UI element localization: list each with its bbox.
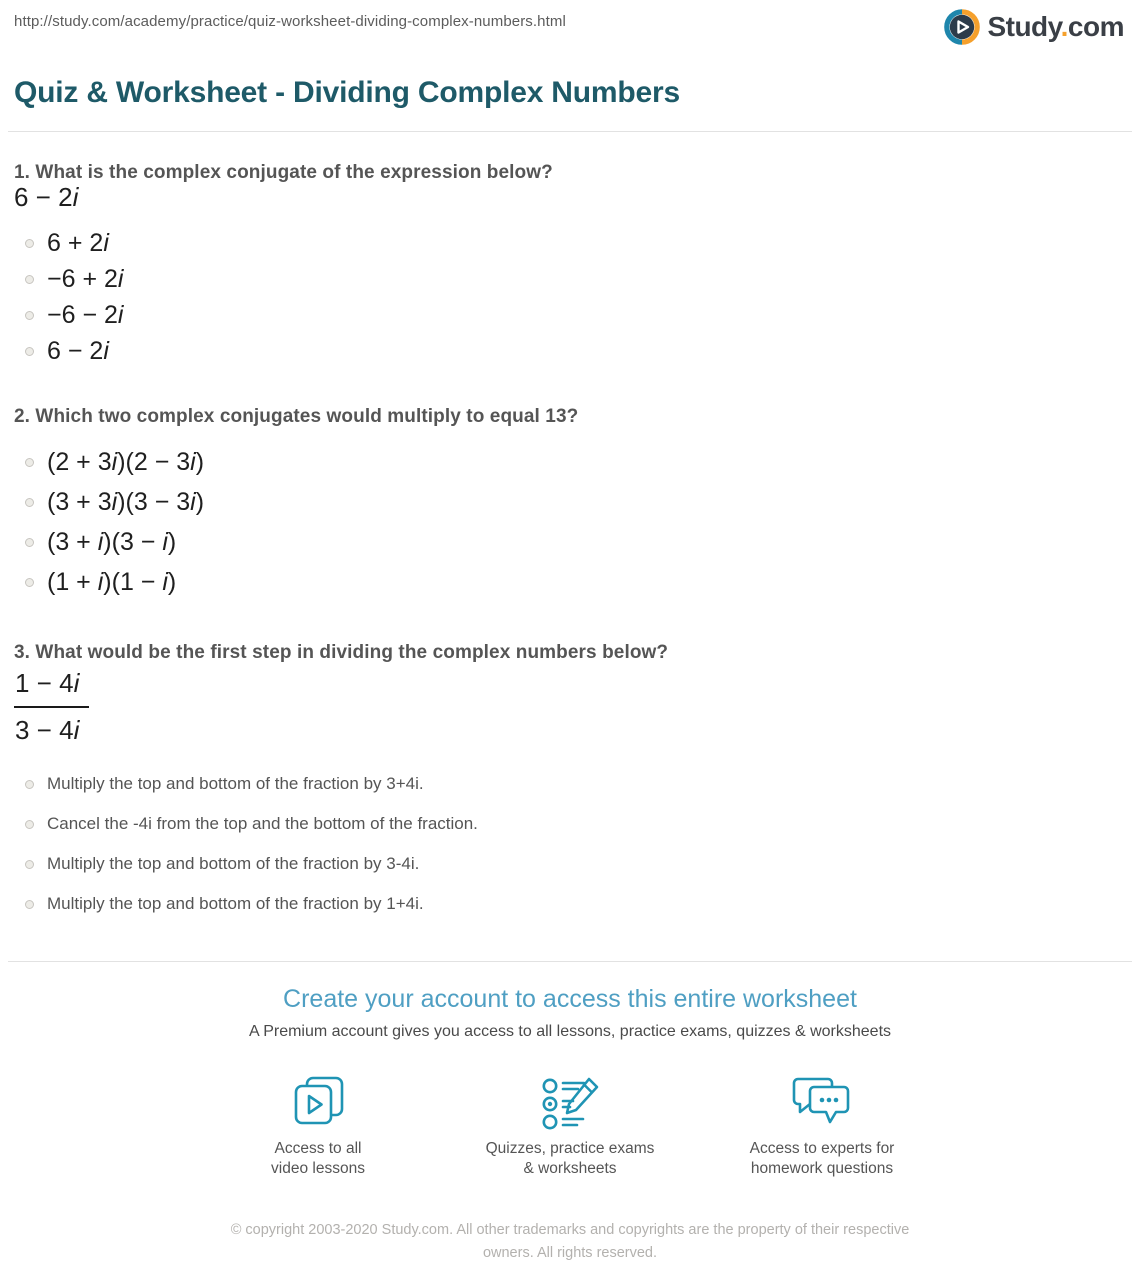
answer-option-label: (3 + 3i)(3 − 3i) [47, 487, 205, 516]
radio-button[interactable] [25, 458, 34, 467]
study-logo[interactable] [944, 9, 1124, 45]
question-3-heading: 3. What would be the first step in dividing the complex numbers below? [14, 642, 669, 664]
answer-option-label: (3 + i)(3 − i) [47, 527, 177, 556]
quiz-worksheet-icon [480, 1075, 660, 1133]
radio-button[interactable] [25, 311, 34, 320]
title-divider [8, 131, 1132, 132]
answer-option-label: 6 + 2i [47, 228, 109, 257]
page-title: Quiz & Worksheet - Dividing Complex Numbers [14, 76, 680, 109]
question-2-options [14, 442, 1126, 602]
answer-option-label: Multiply the top and bottom of the fraction by 3+4i. [47, 774, 424, 794]
signup-subheading: A Premium account gives you access to all lessons, practice exams, quizzes & worksheets [248, 1023, 892, 1041]
feature-video-lessons [228, 1075, 408, 1179]
fraction-numerator: 1 − 4i [14, 668, 89, 708]
answer-option[interactable] [14, 482, 1126, 522]
answer-option[interactable] [14, 844, 1126, 884]
feature-quizzes-worksheets [480, 1075, 660, 1179]
signup-section [0, 985, 1140, 1264]
signup-heading[interactable]: Create your account to access this entire worksheet [283, 985, 857, 1014]
question-3 [14, 642, 1126, 924]
question-3-options [14, 764, 1126, 924]
answer-option[interactable] [14, 764, 1126, 804]
answer-option[interactable] [14, 562, 1126, 602]
radio-button[interactable] [25, 578, 34, 587]
radio-button[interactable] [25, 239, 34, 248]
feature-caption: Quizzes, practice exams & worksheets [485, 1140, 655, 1178]
answer-option[interactable] [14, 225, 1126, 261]
answer-option[interactable] [14, 884, 1126, 924]
answer-option-label: 6 − 2i [47, 336, 109, 365]
answer-option-label: (2 + 3i)(2 − 3i) [47, 447, 205, 476]
radio-button[interactable] [25, 538, 34, 547]
study-logo-text: Study.com [987, 11, 1124, 42]
answer-option[interactable] [14, 297, 1126, 333]
answer-option-label: Multiply the top and bottom of the fraction by 3-4i. [47, 854, 420, 874]
fraction-denominator: 3 − 4i [15, 715, 80, 746]
page-url: http://study.com/academy/practice/quiz-worksheet-dividing-complex-numbers.html [14, 13, 566, 30]
question-1-expression: 6 − 2i [14, 182, 79, 212]
video-lessons-icon [228, 1075, 408, 1133]
answer-option[interactable] [14, 442, 1126, 482]
features-row [0, 1075, 1140, 1179]
radio-button[interactable] [25, 820, 34, 829]
question-2 [14, 406, 1126, 602]
radio-button[interactable] [25, 780, 34, 789]
question-2-heading: 2. Which two complex conjugates would multiply to equal 13? [14, 406, 579, 428]
radio-button[interactable] [25, 498, 34, 507]
feature-expert-help [732, 1075, 912, 1179]
quiz-body [0, 162, 1140, 924]
study-logo-icon [944, 9, 980, 45]
answer-option-label: Cancel the -4i from the top and the bottom of the fraction. [47, 814, 478, 834]
question-1-options [14, 225, 1126, 369]
question-1 [14, 162, 1126, 369]
radio-button[interactable] [25, 347, 34, 356]
footer-divider [8, 961, 1132, 962]
math-fraction [14, 668, 89, 746]
top-bar [0, 0, 1140, 45]
copyright-text: © copyright 2003-2020 Study.com. All other trademarks and copyrights are the property of their respective owners. All rights reserved. [230, 1222, 910, 1261]
radio-button[interactable] [25, 275, 34, 284]
answer-option[interactable] [14, 522, 1126, 562]
answer-option[interactable] [14, 333, 1126, 369]
answer-option-label: −6 − 2i [47, 300, 124, 329]
chat-experts-icon [732, 1075, 912, 1133]
answer-option-label: (1 + i)(1 − i) [47, 567, 177, 596]
answer-option[interactable] [14, 261, 1126, 297]
question-1-heading: 1. What is the complex conjugate of the expression below? [14, 162, 553, 183]
radio-button[interactable] [25, 900, 34, 909]
feature-caption: Access to experts for homework questions [749, 1140, 895, 1178]
radio-button[interactable] [25, 860, 34, 869]
answer-option-label: −6 + 2i [47, 264, 124, 293]
feature-caption: Access to all video lessons [271, 1140, 365, 1178]
answer-option-label: Multiply the top and bottom of the fraction by 1+4i. [47, 894, 424, 914]
answer-option[interactable] [14, 804, 1126, 844]
